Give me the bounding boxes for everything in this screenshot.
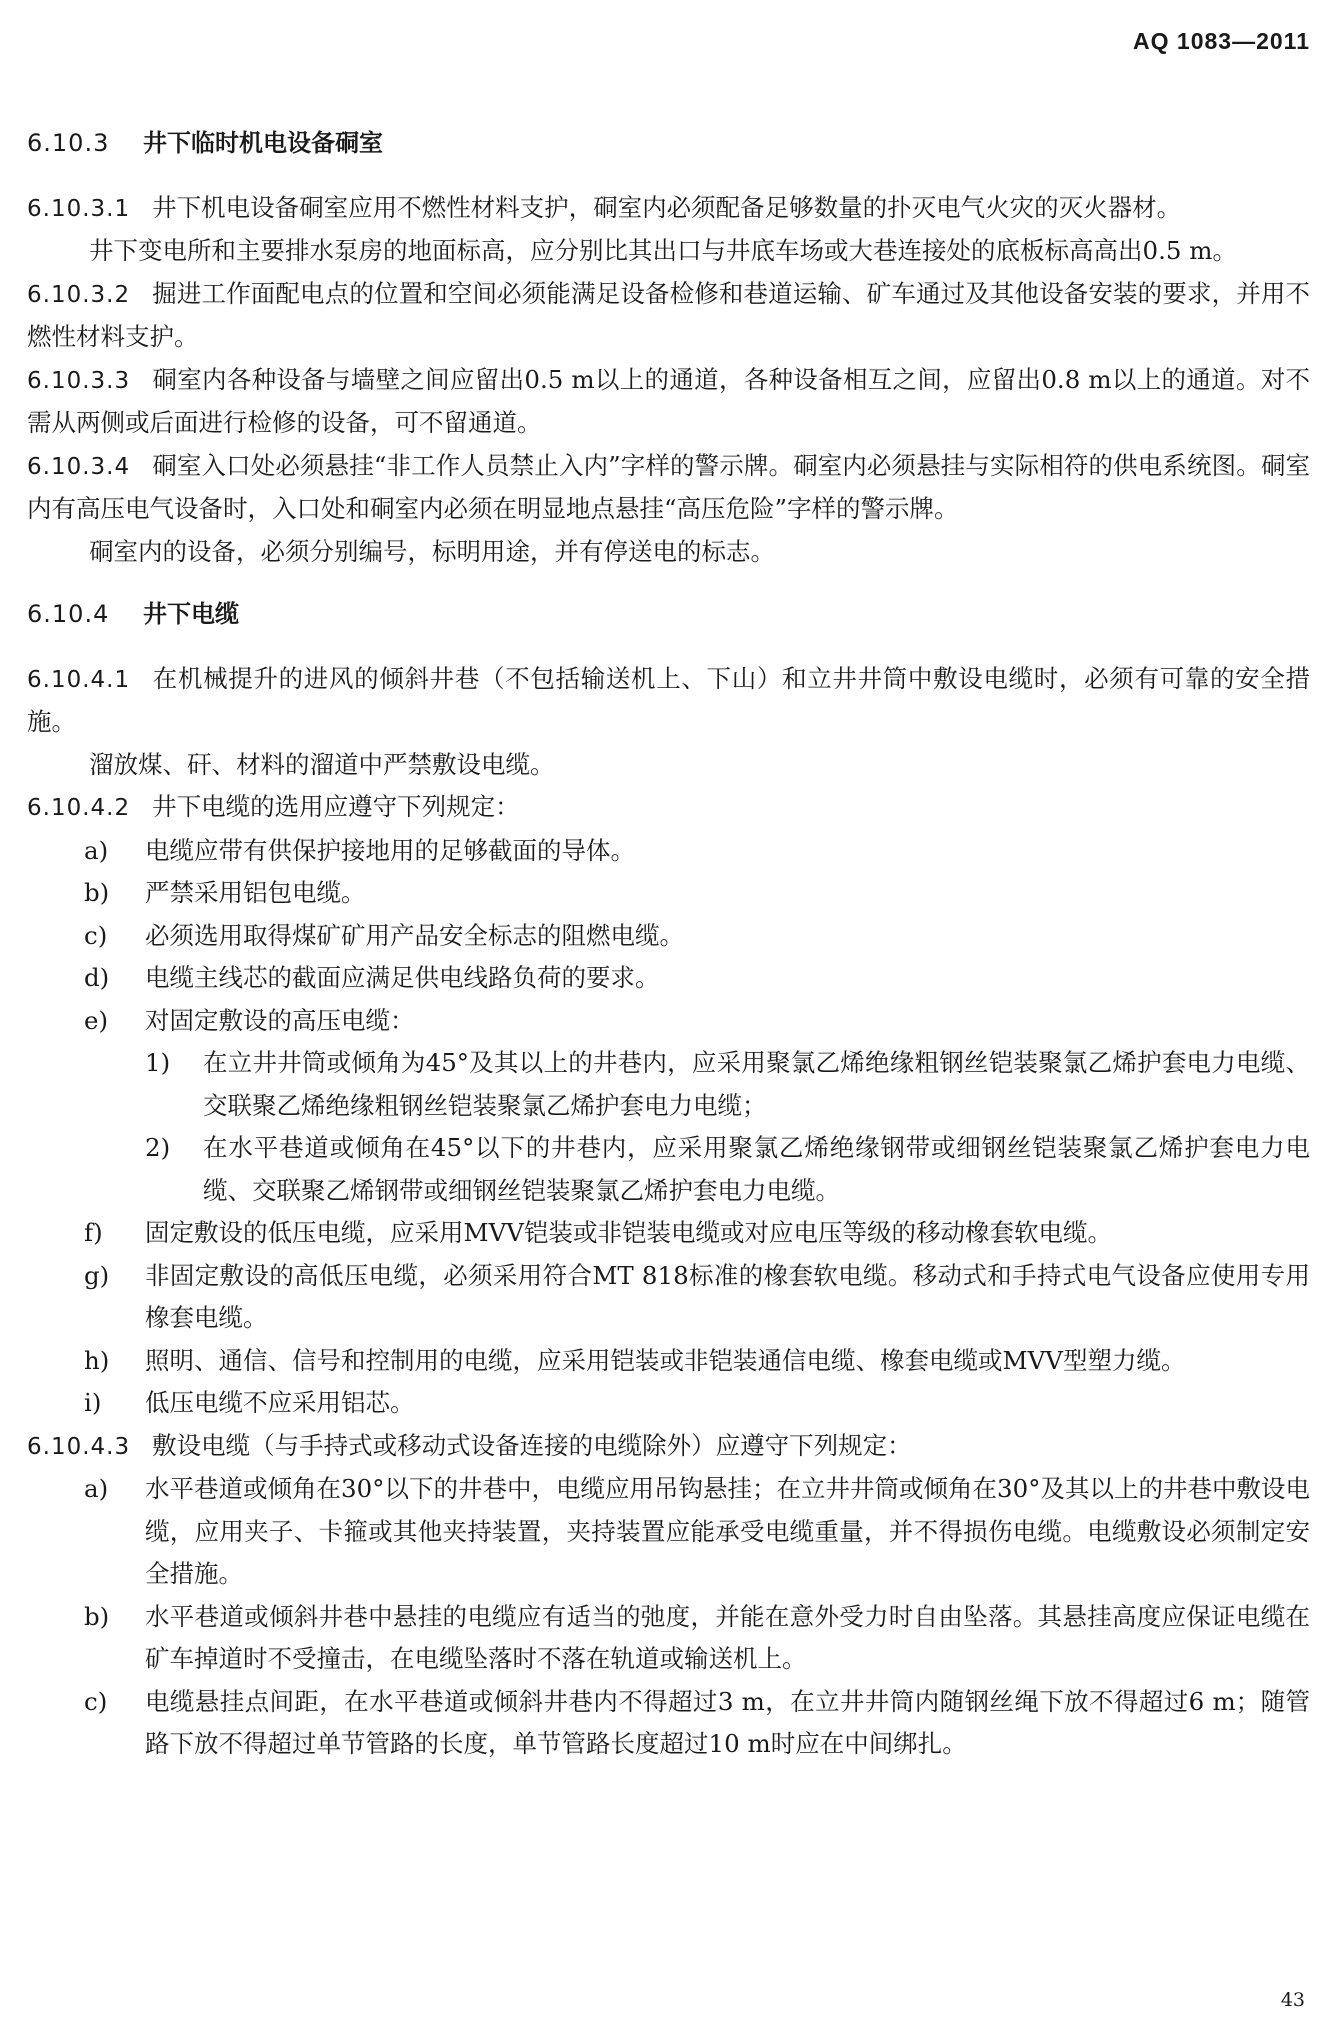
clause-number: 6.10.3.3 bbox=[27, 367, 131, 394]
list-marker: i) bbox=[84, 1388, 102, 1417]
list-item bbox=[27, 1681, 1310, 1766]
section-title: 井下临时机电设备硐室 bbox=[143, 129, 383, 157]
paragraph: 井下变电所和主要排水泵房的地面标高，应分别比其出口与井底车场或大巷连接处的底板标高高出0.5 m。 bbox=[89, 236, 1237, 265]
list-text: 非固定敷设的高低压电缆，必须采用符合MT 818标准的橡套软电缆。移动式和手持式电气设备应使用专用橡套电缆。 bbox=[145, 1260, 1310, 1332]
list-text: 照明、通信、信号和控制用的电缆，应采用铠装或非铠装通信电缆、橡套电缆或MVV型塑力缆。 bbox=[145, 1345, 1186, 1375]
list-text: 固定敷设的低压电缆，应采用MVV铠装或非铠装电缆或对应电压等级的移动橡套软电缆。 bbox=[145, 1218, 1112, 1247]
list-text: 在立井井筒或倾角为45°及其以上的井巷内，应采用聚氯乙烯绝缘粗钢丝铠装聚氯乙烯护套电力电缆、交联聚乙烯绝缘粗钢丝铠装聚氯乙烯护套电力电缆； bbox=[203, 1048, 1310, 1120]
page-number: 43 bbox=[1280, 1989, 1305, 2011]
list-item bbox=[27, 1468, 1310, 1596]
list-item bbox=[27, 872, 1310, 915]
list-marker: b) bbox=[84, 878, 110, 907]
clause-text: 硐室内各种设备与墙壁之间应留出0.5 m以上的通道，各种设备相互之间，应留出0.8 m以上的通道。对不需从两侧或后面进行检修的设备，可不留通道。 bbox=[27, 364, 1310, 437]
list-text: 在水平巷道或倾角在45°以下的井巷内，应采用聚氯乙烯绝缘钢带或细钢丝铠装聚氯乙烯护套电力电缆、交联聚乙烯钢带或细钢丝铠装聚氯乙烯护套电力电缆。 bbox=[203, 1133, 1310, 1205]
list-marker: a) bbox=[84, 835, 109, 865]
list-item bbox=[27, 1596, 1310, 1681]
list-item bbox=[27, 1255, 1310, 1340]
list-text: 低压电缆不应采用铝芯。 bbox=[145, 1388, 415, 1417]
clause-6-10-3-2 bbox=[27, 273, 1310, 359]
list-item bbox=[27, 1382, 1310, 1425]
clause-text: 井下机电设备硐室应用不燃性材料支护，硐室内必须配备足够数量的扑灭电气火灾的灭火器材。 bbox=[152, 192, 1182, 222]
section-heading-6-10-4 bbox=[27, 593, 1310, 636]
clause-text: 井下电缆的选用应遵守下列规定： bbox=[152, 792, 520, 821]
list-marker: b) bbox=[84, 1601, 110, 1631]
list-marker: 1) bbox=[145, 1048, 171, 1077]
section-number: 6.10.4 bbox=[27, 600, 110, 628]
list-text: 水平巷道或倾角在30°以下的井巷中，电缆应用吊钩悬挂；在立井井筒或倾角在30°及其以上的井巷中敷设电缆，应用夹子、卡箍或其他夹持装置，夹持装置应能承受电缆重量，并不得损伤电缆。电缆敷设必须制定安全措施。 bbox=[145, 1474, 1310, 1588]
section-title: 井下电缆 bbox=[143, 600, 239, 628]
sub-list-item bbox=[27, 1127, 1310, 1212]
section-number: 6.10.3 bbox=[27, 129, 110, 157]
list-text: 电缆应带有供保护接地用的足够截面的导体。 bbox=[145, 835, 635, 865]
clause-6-10-3-3 bbox=[27, 359, 1310, 445]
list-marker: g) bbox=[84, 1260, 110, 1290]
list-item bbox=[27, 957, 1310, 1000]
clause-6-10-3-1 bbox=[27, 187, 1310, 231]
clause-text: 硐室入口处必须悬挂“非工作人员禁止入内”字样的警示牌。硐室内必须悬挂与实际相符的供电系统图。硐室内有高压电气设备时，入口处和硐室内必须在明显地点悬挂“高压危险”字样的警示牌。 bbox=[27, 450, 1310, 523]
list-marker: e) bbox=[84, 1005, 109, 1035]
list-item bbox=[27, 1000, 1310, 1043]
sub-list-item bbox=[27, 1042, 1310, 1127]
document-body bbox=[27, 118, 1310, 1766]
list-marker: h) bbox=[84, 1345, 110, 1375]
list-item bbox=[27, 1212, 1310, 1255]
paragraph: 硐室内的设备，必须分别编号，标明用途，并有停送电的标志。 bbox=[89, 536, 775, 566]
clause-number: 6.10.3.1 bbox=[27, 195, 131, 222]
list-marker: c) bbox=[84, 1686, 108, 1716]
clause-6-10-3-4 bbox=[27, 445, 1310, 531]
list-text: 水平巷道或倾斜井巷中悬挂的电缆应有适当的弛度，并能在意外受力时自由坠落。其悬挂高度应保证电缆在矿车掉道时不受撞击，在电缆坠落时不落在轨道或输送机上。 bbox=[145, 1601, 1310, 1673]
clause-text: 在机械提升的进风的倾斜井巷（不包括输送机上、下山）和立井井筒中敷设电缆时，必须有可靠的安全措施。 bbox=[27, 663, 1310, 736]
list-marker: a) bbox=[84, 1474, 109, 1503]
list-text: 电缆悬挂点间距，在水平巷道或倾斜井巷内不得超过3 m，在立井井筒内随钢丝绳下放不得超过6 m；随管路下放不得超过单节管路的长度，单节管路长度超过10 m时应在中间绑扎。 bbox=[145, 1686, 1310, 1758]
list-text: 必须选用取得煤矿矿用产品安全标志的阻燃电缆。 bbox=[145, 920, 684, 950]
list-item bbox=[27, 830, 1310, 873]
clause-text: 敷设电缆（与手持式或移动式设备连接的电缆除外）应遵守下列规定： bbox=[152, 1430, 912, 1460]
clause-number: 6.10.3.2 bbox=[27, 281, 131, 308]
paragraph: 溜放煤、矸、材料的溜道中严禁敷设电缆。 bbox=[89, 749, 555, 779]
clause-6-10-4-1 bbox=[27, 658, 1310, 744]
clause-6-10-4-2 bbox=[27, 786, 1310, 830]
clause-number: 6.10.3.4 bbox=[27, 453, 131, 480]
clause-text: 掘进工作面配电点的位置和空间必须能满足设备检修和巷道运输、矿车通过及其他设备安装的要求，并用不燃性材料支护。 bbox=[27, 278, 1310, 351]
list-text: 对固定敷设的高压电缆： bbox=[145, 1005, 415, 1035]
list-marker: f) bbox=[84, 1218, 103, 1247]
clause-number: 6.10.4.2 bbox=[27, 795, 131, 821]
list-text: 电缆主线芯的截面应满足供电线路负荷的要求。 bbox=[145, 963, 660, 992]
clause-number: 6.10.4.3 bbox=[27, 1433, 131, 1460]
clause-6-10-4-3 bbox=[27, 1425, 1310, 1469]
list-item bbox=[27, 915, 1310, 958]
clause-number: 6.10.4.1 bbox=[27, 666, 131, 693]
standard-code: AQ 1083—2011 bbox=[1133, 28, 1310, 54]
list-item bbox=[27, 1340, 1310, 1383]
list-marker: 2) bbox=[145, 1133, 171, 1162]
section-heading-6-10-3 bbox=[27, 122, 1310, 165]
list-text: 严禁采用铝包电缆。 bbox=[145, 878, 366, 907]
list-marker: d) bbox=[84, 963, 110, 992]
list-marker: c) bbox=[84, 920, 108, 950]
